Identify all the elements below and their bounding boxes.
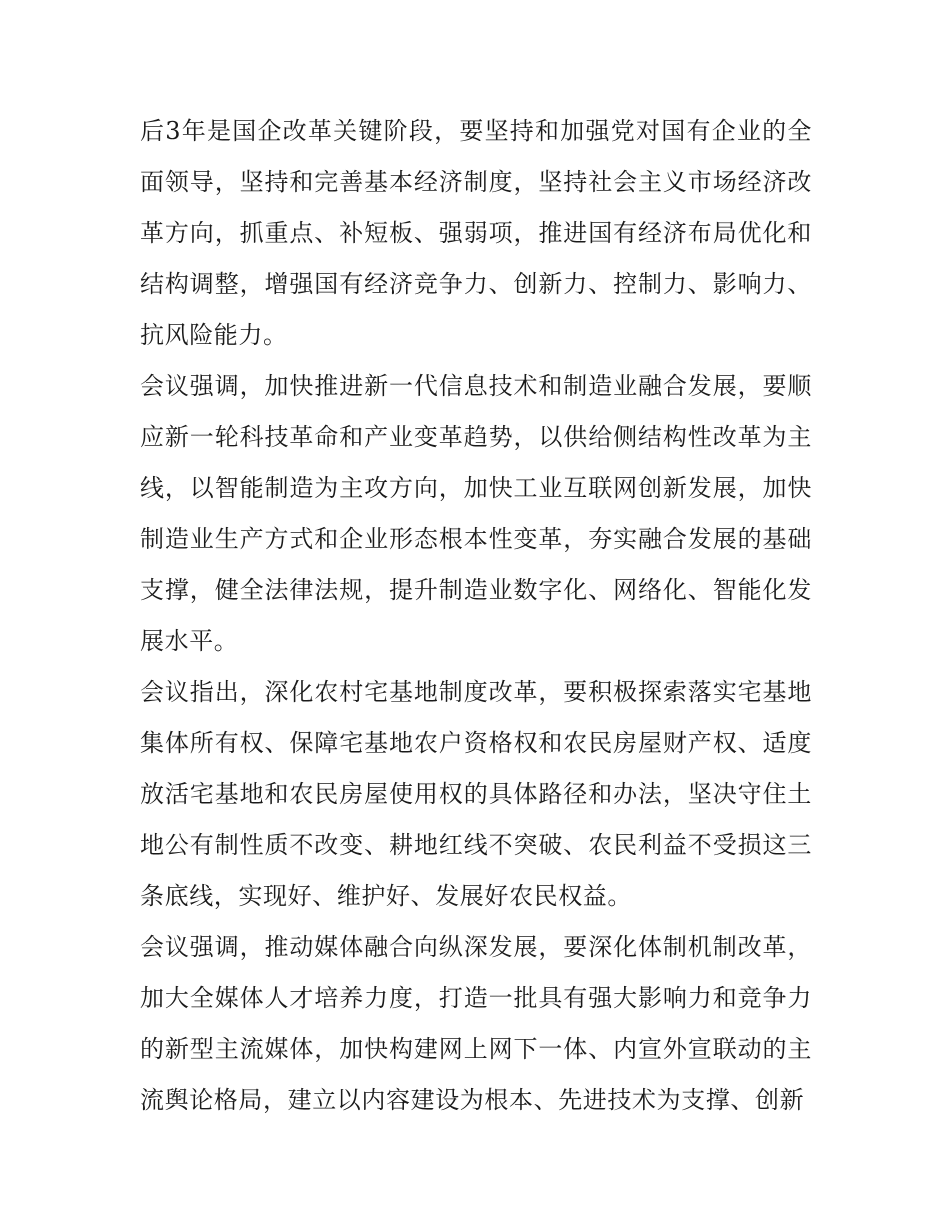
paragraph-manufacturing-integration: 会议强调，加快推进新一代信息技术和制造业融合发展，要顺应新一轮科技革命和产业变革趋势，以供给侧结构性改革为主线，以智能制造为主攻方向，加快工业互联网创新发展，加快制造业生产方式和企业形态根本性变革，夯实融合发展的基础支撑，健全法律法规，提升制造业数字化、网络化、智能化发展水平。 xyxy=(140,372,812,655)
paragraph-soe-reform: 后3年是国企改革关键阶段，要坚持和加强党对国有企业的全面领导，坚持和完善基本经济制度，坚持社会主义市场经济改革方向，抓重点、补短板、强弱项，推进国有经济布局优化和结构调整，增强国有经济竞争力、创新力、控制力、影响力、抗风险能力。 xyxy=(140,117,812,349)
paragraph-homestead-reform: 会议指出，深化农村宅基地制度改革，要积极探索落实宅基地集体所有权、保障宅基地农户资格权和农民房屋财产权、适度放活宅基地和农民房屋使用权的具体路径和办法，坚决守住土地公有制性质不改变、耕地红线不突破、农民利益不受损这三条底线，实现好、维护好、发展好农民权益。 xyxy=(140,678,812,910)
paragraph-media-integration: 会议强调，推动媒体融合向纵深发展，要深化体制机制改革，加大全媒体人才培养力度，打造一批具有强大影响力和竞争力的新型主流媒体，加快构建网上网下一体、内宣外宣联动的主流舆论格局，建立以内容建设为根本、先进技术为支撑、创新 xyxy=(140,933,812,1114)
document-body xyxy=(140,106,812,1126)
